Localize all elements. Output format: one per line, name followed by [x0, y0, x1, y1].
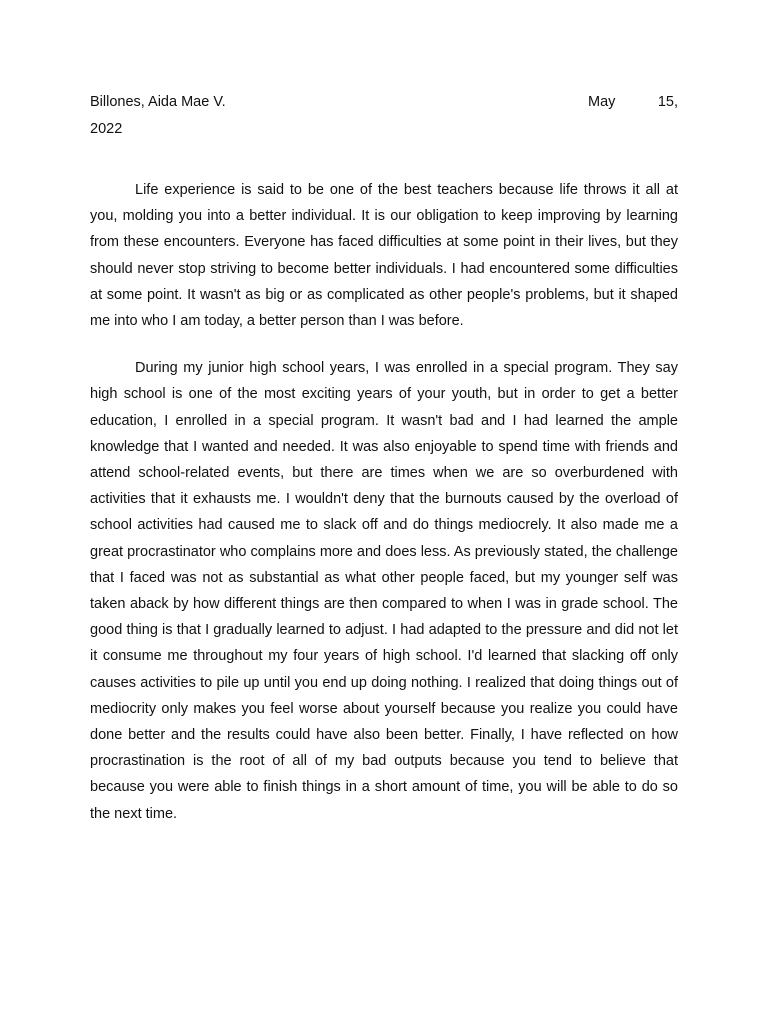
- date-year: 2022: [90, 121, 123, 137]
- body-paragraph-2: During my junior high school years, I was enrolled in a special program. They say high school is one of the most exciting years of your youth, but in order to get a better education, I enrolled in a special program. It wasn't bad and I had learned the ample knowledge that I wanted and needed. It was also enjoyable to spend time with friends and attend school-related events, but there are times when we are so overburdened with activities that it exhausts me. I wouldn't deny that the burnouts caused by the overload of school activities had caused me to slack off and do things mediocrely. It also made me a great procrastinator who complains more and does less. As previously stated, the challenge that I faced was not as substantial as what other people faced, but my younger self was taken aback by how different things are then compared to when I was in grade school. The good thing is that I gradually learned to adjust. I had adapted to the pressure and did not let it consume me throughout my four years of high school. I'd learned that slacking off only causes activities to pile up until you end up doing nothing. I realized that doing things out of mediocrity only makes you feel worse about yourself because you realize you could have done better and the results could have also been better. Finally, I have reflected on how procrastination is the root of all of my bad outputs because you tend to believe that because you were able to finish things in a short amount of time, you will be able to do so the next time.: [90, 360, 678, 822]
- date-month: May: [588, 94, 616, 110]
- date-day: 15,: [657, 94, 678, 110]
- document-header: [90, 92, 678, 112]
- body-paragraph-1: Life experience is said to be one of the best teachers because life throws it all at you, molding you into a better individual. It is our obligation to keep improving by learning from these encounters. Everyone has faced difficulties at some point in their lives, but they should never stop striving to become better individuals. I had encountered some difficulties at some point. It wasn't as big or as complicated as other people's problems, but it shaped me into who I am today, a better person than I was before.: [90, 182, 678, 330]
- author-name: Billones, Aida Mae V.: [90, 94, 226, 110]
- date-month-day: [588, 92, 678, 112]
